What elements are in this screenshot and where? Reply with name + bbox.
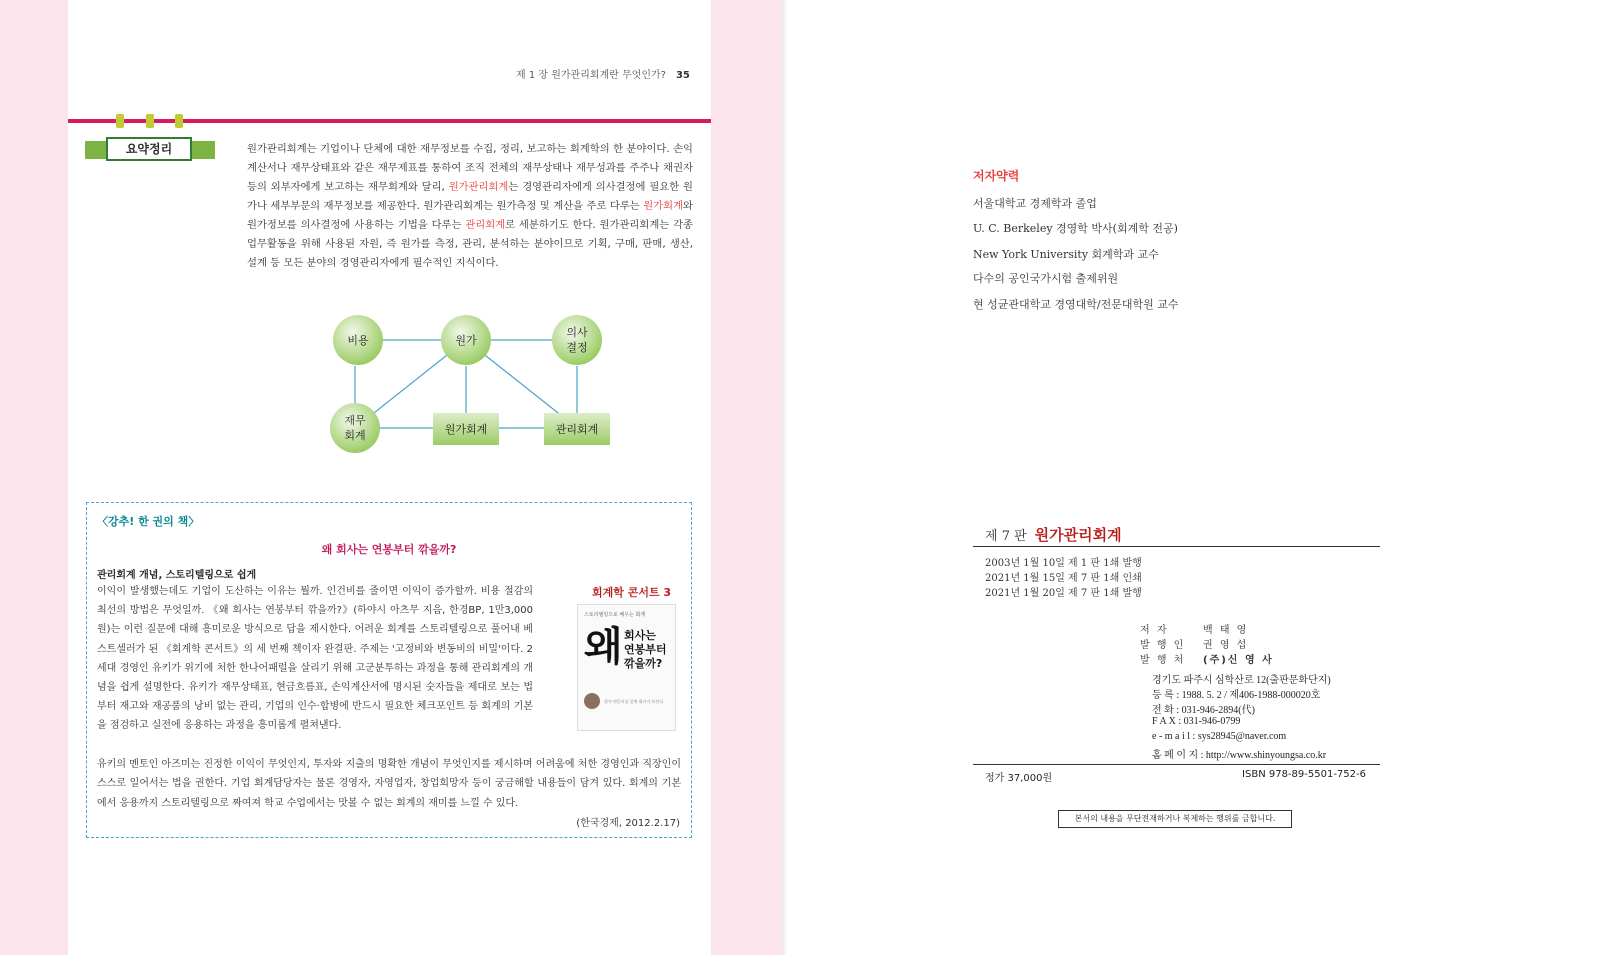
price-rule (973, 764, 1380, 765)
book-box-heading: 〈강추! 한 권의 책〉 (97, 515, 200, 528)
author-bio-line: New York University 회계학과 교수 (973, 248, 1159, 261)
credit-label: 발 행 처 (1140, 655, 1186, 666)
node-expense (333, 315, 383, 365)
cover-title-2: 연봉부터 (624, 643, 667, 656)
cover-series-label: 회계학 콘서트 3 (592, 586, 672, 599)
author-bio-line: 서울대학교 경제학과 졸업 (973, 197, 1097, 210)
chapter-title: 제 1 장 원가관리회계란 무엇인가? (516, 70, 666, 81)
phone-line: 전 화 : 031-946-2894(代) (1152, 705, 1255, 716)
cover-bottom-small: 원가·변동비를 알면 회사가 보인다 (604, 699, 664, 704)
node-financial-accounting (330, 403, 380, 453)
isbn: ISBN 978-89-5501-752-6 (1242, 769, 1366, 780)
coin-icon (584, 693, 600, 709)
author-bio-heading: 저자약력 (973, 169, 1020, 183)
email-line: e - m a i l : sys28945@naver.com (1152, 731, 1287, 742)
registration-line: 등 록 : 1988. 5. 2 / 제406-1988-000020호 (1152, 690, 1321, 701)
summary-text-segment: 로 세분하기도 한다. 원가관리회계는 각종 업무활동을 위해 사용된 자원, 즉 원가를 측정, 관리, 분석하는 분야이므로 기획, 구매, 판매, 생산, 설계 등 모든 분야의 경영관리자에게 필수적인 지식이다. (247, 219, 693, 269)
node-cost-accounting (433, 413, 499, 445)
concept-diagram (320, 308, 620, 458)
homepage-line: 홈 페 이 지 : http://www.shinyoungsa.co.kr (1152, 750, 1327, 761)
book-title-colophon: 원가관리회계 (1034, 526, 1122, 544)
credit-value: 권 영 섭 (1203, 640, 1249, 651)
book-review-text-1: 이익이 발생했는데도 기업이 도산하는 이유는 뭘까. 인건비를 줄이면 이익이 증가할까. 비용 절감의 최선의 방법은 무엇일까. 《왜 회사는 연봉부터 깎을까?》(하야시 아츠무 지음, 한경BP, 1만3,000원)는 이런 질문에 대해 흥미로운 방식으로 답을 제시한다. 어려운 회계를 스토리텔링으로 풀어내 베스트셀러가 된 《회계학 콘서트》의 세 번째 책이자 완결판. 주제는 '고정비와 변동비의 비밀'이다. 2세대 경영인 유키가 위기에 처한 한나어패럴을 살리기 위해 고군분투하는 과정을 통해 관리회계의 개념을 쉽게 설명한다. 유키가 재무상태표, 현금흐름표, 손익계산서에 명시된 숫자들을 제대로 보는 법부터 재고와 재공품의 낭비 없는 관리, 기업의 인수·합병에 반드시 필요한 체크포인트 등 회계의 기본을 점검하고 실전에 응용하는 과정을 흥미롭게 펼쳐낸다. (97, 586, 533, 732)
colophon-rule (973, 546, 1380, 547)
author-bio-line: 현 성균관대학교 경영대학/전문대학원 교수 (973, 298, 1179, 311)
book-cover-image (577, 604, 676, 731)
cover-title-1: 회사는 (624, 629, 656, 642)
book-citation: (한국경제, 2012.2.17) (576, 818, 680, 829)
node-decision-label-1: 의사 (566, 326, 588, 339)
credit-value: (주)신 영 사 (1203, 655, 1274, 666)
cover-top-small: 스토리텔링으로 배우는 회계 (584, 612, 646, 618)
summary-text-segment: 와 원가정보를 의사결정에 사용하는 기법을 다루는 (247, 200, 693, 231)
tab-peg-icon (116, 114, 124, 128)
address-line: 경기도 파주시 심학산로 12(출판문화단지) (1152, 675, 1331, 686)
section-rule (68, 119, 711, 123)
running-header (516, 66, 690, 81)
tab-peg-icon (175, 114, 183, 128)
book-subtitle: 관리회계 개념, 스토리텔링으로 쉽게 (97, 570, 257, 581)
cover-title-3: 깎을까? (624, 657, 663, 670)
node-financial-label-1: 재무 (344, 414, 366, 427)
author-bio-line: 다수의 공인국가시험 출제위원 (973, 272, 1119, 285)
node-cost-label: 원가 (455, 334, 477, 347)
fax-line: F A X : 031-946-0799 (1152, 716, 1241, 727)
credit-value: 백 태 영 (1203, 625, 1249, 636)
node-cost (441, 315, 491, 365)
edition-label: 제 7 판 (985, 529, 1027, 544)
node-cost-accounting-label: 원가회계 (444, 423, 488, 436)
edition-heading (985, 524, 1122, 545)
center-gutter (711, 0, 782, 955)
node-management-accounting (544, 413, 610, 445)
summary-label: 요약정리 (106, 137, 192, 161)
summary-paragraph (247, 140, 693, 273)
credit-label: 저 자 (1140, 625, 1169, 636)
price: 정가 37,000원 (985, 773, 1053, 784)
node-management-accounting-label: 관리회계 (555, 423, 599, 436)
pub-history-line: 2003년 1월 10일 제 1 판 1쇄 발행 (985, 558, 1142, 569)
highlighted-term: 원가관리회계 (448, 181, 509, 193)
tab-peg-icon (146, 114, 154, 128)
credit-label: 발 행 인 (1140, 640, 1186, 651)
node-decision (552, 315, 602, 365)
pub-history-line: 2021년 1월 15일 제 7 판 1쇄 인쇄 (985, 573, 1142, 584)
book-review-text-2: 유키의 멘토인 아즈미는 진정한 이익이 무엇인지, 투자와 지출의 명확한 개념이 무엇인지를 제시하며 어려움에 처한 경영인과 직장인이 스스로 일어서는 법을 권한다. 기업 회계담당자는 물론 경영자, 자영업자, 창업희망자 등이 궁금해할 내용들이 담겨 있다. 회계의 기본에서 응용까지 스토리텔링으로 짜여져 학교 수업에서는 맛볼 수 없는 회계의 재미를 느낄 수 있다. (97, 759, 681, 809)
node-expense-label: 비용 (347, 334, 369, 347)
highlighted-term: 원가회계 (643, 200, 684, 212)
summary-text-segment: 는 경영관리자에게 의사결정에 필요한 원가나 세부부문의 재무정보를 제공한다. 원가관리회계는 원가측정 및 계산을 주로 다루는 (247, 181, 693, 212)
copyright-notice: 본서의 내용을 무단전재하거나 복제하는 행위를 금합니다. (1058, 810, 1292, 828)
summary-text-segment: 원가관리회계는 기업이나 단체에 대한 재무정보를 수집, 정리, 보고하는 회계학의 한 분야이다. 손익계산서나 재무상태표와 같은 재무제표를 통하여 조직 전체의 재무상태나 재무성과를 주주나 채권자 등의 외부자에게 보고하는 재무회계와 달리, (247, 143, 693, 193)
page-number: 35 (675, 70, 690, 81)
author-bio-line: U. C. Berkeley 경영학 박사(회계학 전공) (973, 222, 1178, 235)
book-title: 왜 회사는 연봉부터 깎을까? (321, 543, 457, 556)
pub-history-line: 2021년 1월 20일 제 7 판 1쇄 발행 (985, 588, 1142, 599)
cover-char: 왜 (584, 624, 623, 670)
left-page-margin (0, 0, 68, 955)
node-decision-label-2: 결정 (566, 341, 588, 354)
highlighted-term: 관리회계 (465, 219, 506, 231)
node-financial-label-2: 회계 (344, 429, 366, 442)
